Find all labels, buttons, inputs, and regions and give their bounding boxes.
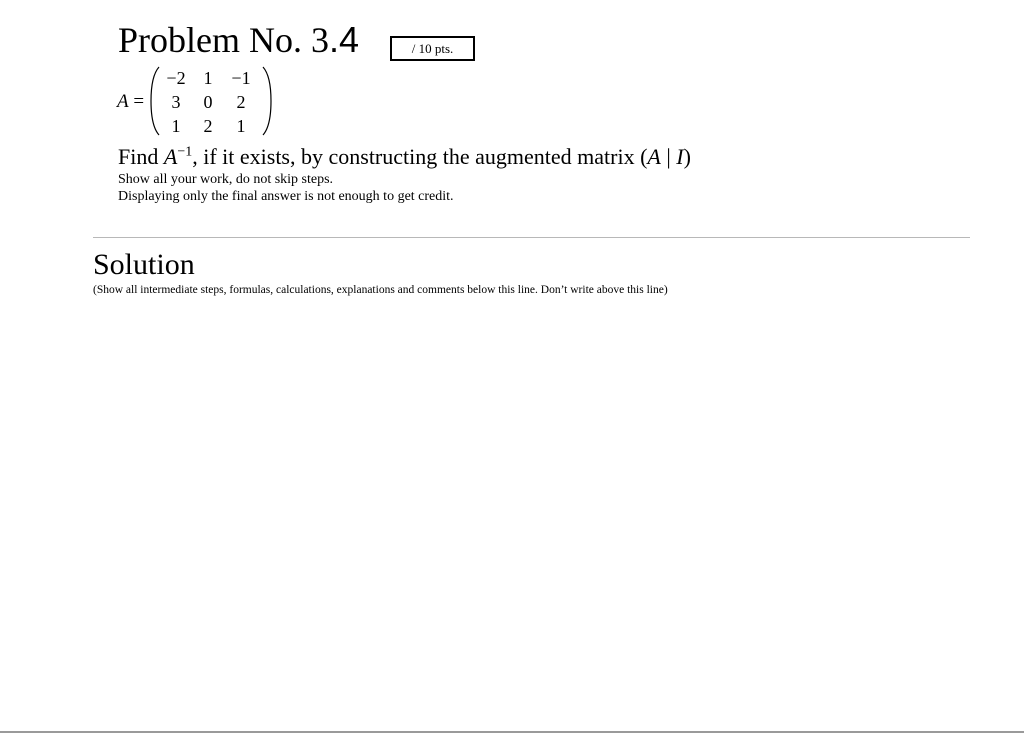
question-inverse-sup: −1 [177,144,193,160]
problem-title [118,18,359,62]
note-show-work: Show all your work, do not skip steps. [118,172,334,187]
question-lead: Find [118,144,164,169]
bottom-divider [0,731,1024,733]
matrix-cell-r3c3: 1 [236,116,246,136]
matrix-cell-r1c2: 1 [203,68,213,88]
question-var: A [163,144,178,169]
points-label: / 10 pts. [411,41,454,56]
matrix-cell-r1c3: −1 [231,68,251,88]
matrix-cell-r2c2: 0 [203,92,213,112]
points-box[interactable] [390,36,475,61]
augmented-i: I [676,144,684,169]
left-parenthesis-icon [150,66,160,136]
matrix-cell-r3c2: 2 [203,116,213,136]
question-text [118,144,691,170]
augmented-bar: | [660,144,677,169]
right-parenthesis-icon [262,66,272,136]
matrix-label [117,92,144,112]
matrix [150,66,272,136]
matrix-name: A [117,91,129,112]
problem-title-main: Problem No. 3 [118,20,329,60]
solution-instructions: (Show all intermediate steps, formulas, calculations, explanations and comments below this line. Don’t write above this line) [93,284,668,296]
question-end: ) [683,144,691,169]
augmented-a: A [647,144,661,169]
divider [93,237,970,238]
matrix-cell-r3c1: 1 [171,116,181,136]
problem-title-suffix: .4 [329,19,360,60]
matrix-equals: = [128,91,145,112]
matrix-cell-r1c1: −2 [166,68,186,88]
note-final-answer: Displaying only the final answer is not enough to get credit. [118,189,454,204]
matrix-cell-r2c3: 2 [236,92,246,112]
solution-heading: Solution [93,248,195,281]
question-middle: , if it exists, by constructing the augmented matrix ( [192,144,648,169]
matrix-cell-r2c1: 3 [171,92,181,112]
